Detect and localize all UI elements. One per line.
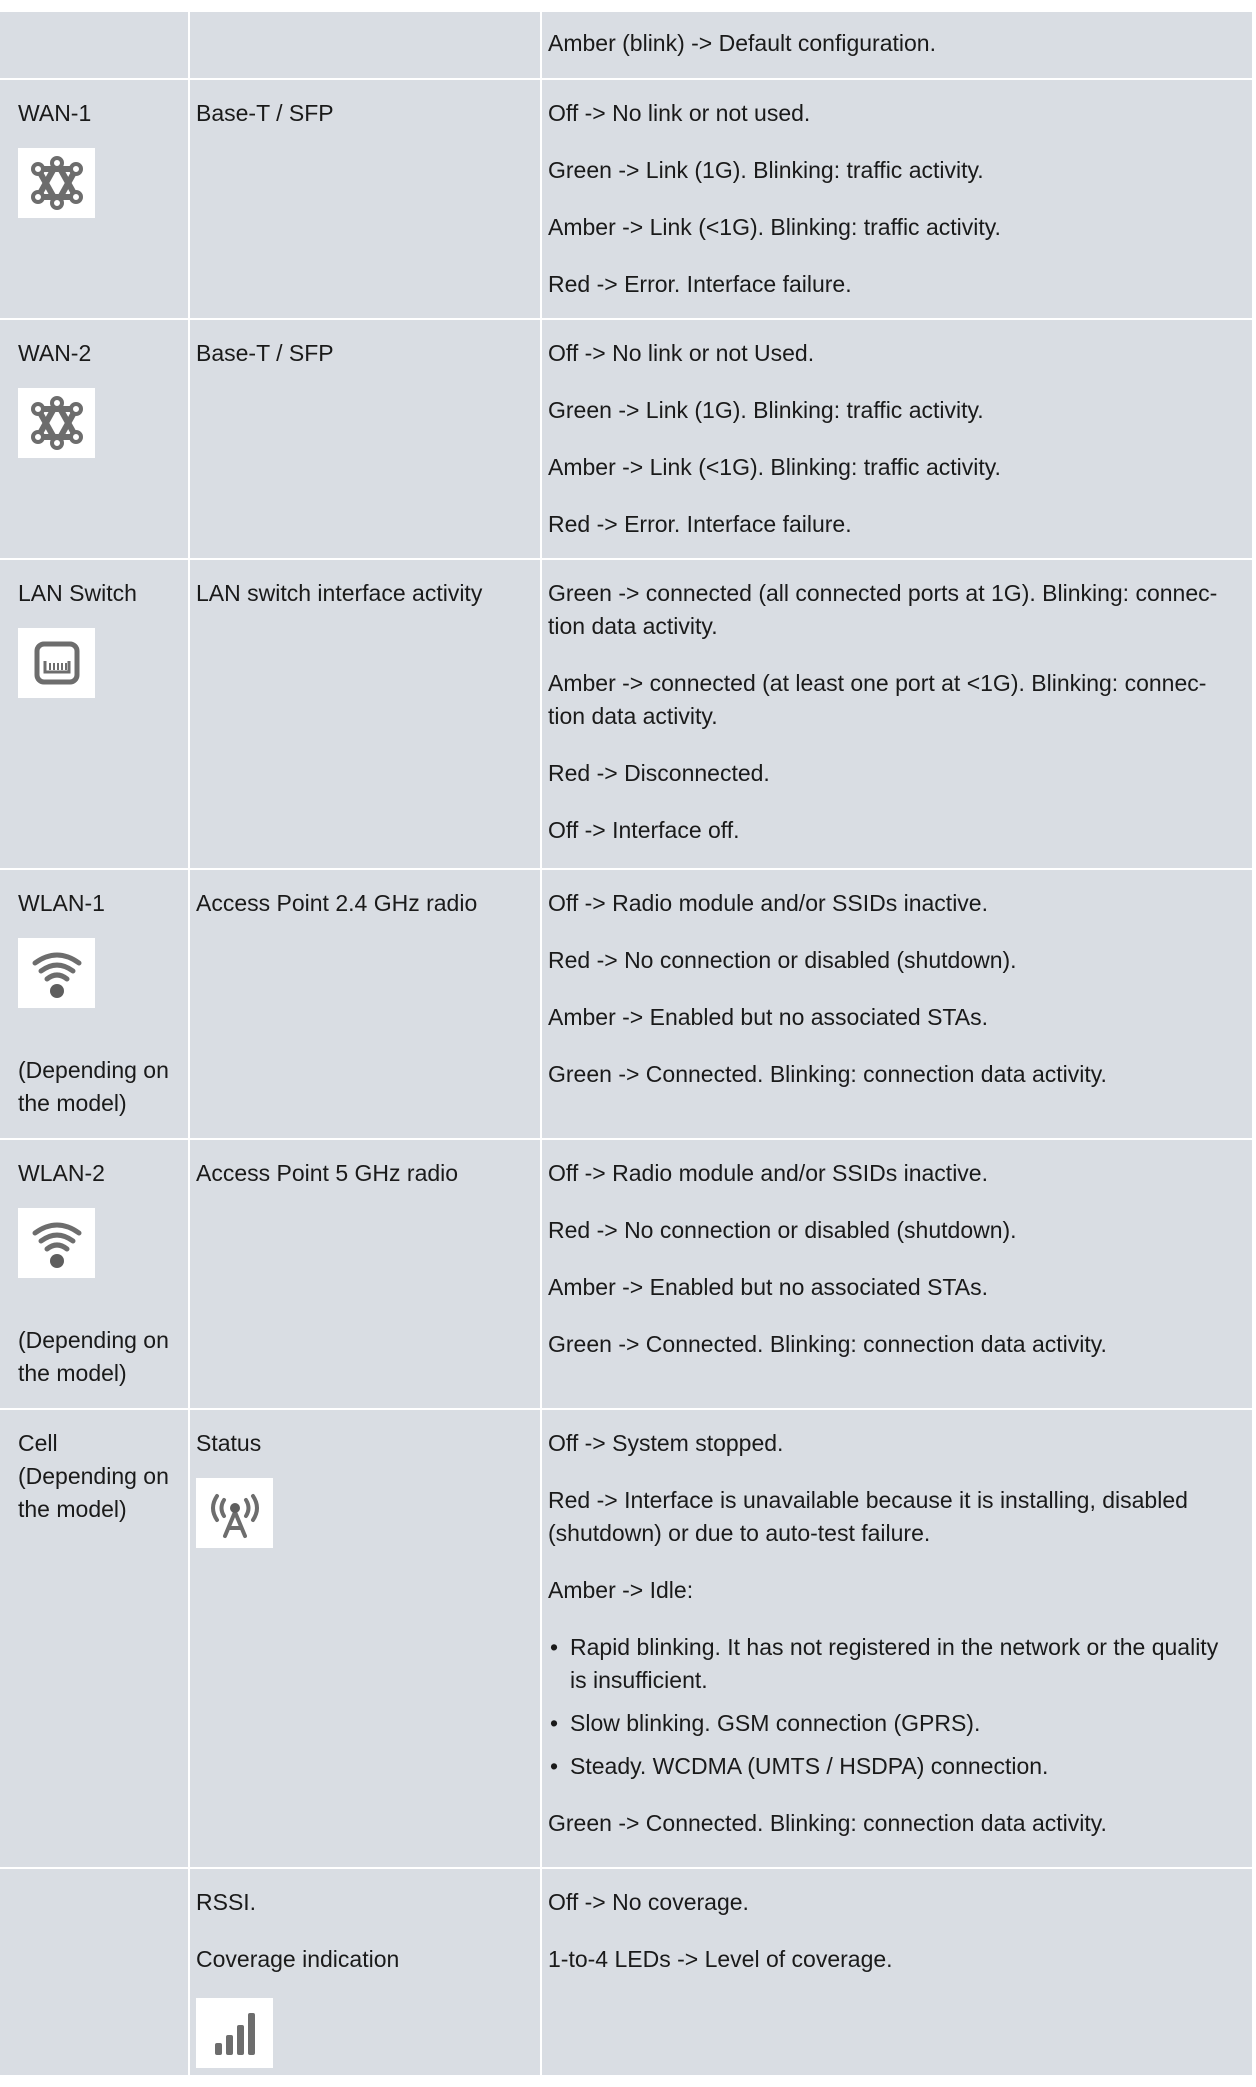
wifi-icon bbox=[18, 1208, 95, 1278]
table-row bbox=[0, 1410, 1252, 1869]
indicator-label: WAN-2 bbox=[18, 340, 92, 366]
wifi-icon bbox=[18, 938, 95, 1008]
cell-indicator bbox=[0, 870, 190, 1138]
cell-status bbox=[542, 870, 1252, 1138]
cell-function bbox=[190, 80, 542, 318]
status-line: Amber -> Link (<1G). Blinking: traffic activity. bbox=[548, 214, 1001, 240]
status-line: Amber (blink) -> Default configuration. bbox=[548, 30, 936, 56]
table-row bbox=[0, 560, 1252, 870]
indicator-label: Cell (Depending on the model) bbox=[18, 1430, 169, 1522]
list-item: • Steady. WCDMA (UMTS / HSDPA) connection. bbox=[548, 1750, 1240, 1783]
cell-function bbox=[190, 1410, 542, 1867]
status-line: Green -> Connected. Blinking: connection data activity. bbox=[548, 1061, 1107, 1087]
status-line: Green -> Connected. Blinking: connection data activity. bbox=[548, 1810, 1107, 1836]
status-line: Red -> Error. Interface failure. bbox=[548, 511, 852, 537]
ethernet-port-icon bbox=[18, 628, 95, 698]
cell-indicator bbox=[0, 1410, 190, 1867]
status-line: Amber -> Enabled but no associated STAs. bbox=[548, 1004, 989, 1030]
cell-status bbox=[542, 80, 1252, 318]
model-note: (Depending on the model) bbox=[18, 1057, 169, 1116]
status-line: Amber -> Enabled but no associated STAs. bbox=[548, 1274, 989, 1300]
cell-status bbox=[542, 1869, 1252, 2075]
status-line: 1-to-4 LEDs -> Level of coverage. bbox=[548, 1946, 893, 1972]
cell-function bbox=[190, 1869, 542, 2075]
function-label: Base-T / SFP bbox=[196, 100, 334, 126]
status-line: Off -> System stopped. bbox=[548, 1430, 784, 1456]
cell-function bbox=[190, 1140, 542, 1408]
indicator-label: WAN-1 bbox=[18, 100, 92, 126]
table-row bbox=[0, 320, 1252, 560]
table-row bbox=[0, 80, 1252, 320]
status-line: Green -> Link (1G). Blinking: traffic activity. bbox=[548, 157, 984, 183]
function-label: LAN switch interface activity bbox=[196, 580, 483, 606]
cell-function bbox=[190, 870, 542, 1138]
status-line: Red -> Error. Interface failure. bbox=[548, 271, 852, 297]
status-line: Red -> No connection or disabled (shutdown). bbox=[548, 1217, 1017, 1243]
network-star-icon bbox=[18, 388, 95, 458]
led-status-table bbox=[0, 12, 1252, 2075]
network-star-icon bbox=[18, 148, 95, 218]
status-line: Green -> connected (all connected ports at 1G). Blinking: connec-tion data activity. bbox=[548, 580, 1218, 639]
status-line: Amber -> Idle: bbox=[548, 1577, 694, 1603]
cell-indicator bbox=[0, 560, 190, 868]
cell-function bbox=[190, 320, 542, 558]
list-item: • Slow blinking. GSM connection (GPRS). bbox=[548, 1707, 1240, 1740]
cell-indicator bbox=[0, 80, 190, 318]
table-row bbox=[0, 12, 1252, 80]
status-line: Off -> Interface off. bbox=[548, 817, 740, 843]
cell-status bbox=[542, 560, 1252, 868]
function-label: Access Point 2.4 GHz radio bbox=[196, 890, 478, 916]
signal-bars-icon bbox=[196, 1998, 273, 2068]
status-line: Red -> Disconnected. bbox=[548, 760, 770, 786]
function-label: Base-T / SFP bbox=[196, 340, 334, 366]
status-line: Red -> Interface is unavailable because it is installing, disabled (shutdown) or due to auto-test failure. bbox=[548, 1487, 1188, 1546]
status-line: Off -> No link or not used. bbox=[548, 100, 811, 126]
idle-modes-list bbox=[548, 1631, 1240, 1783]
table-row bbox=[0, 870, 1252, 1140]
indicator-label: WLAN-1 bbox=[18, 890, 105, 916]
antenna-signal-icon bbox=[196, 1478, 273, 1548]
cell-status bbox=[542, 12, 1252, 78]
cell-status bbox=[542, 1410, 1252, 1867]
model-note: (Depending on the model) bbox=[18, 1327, 169, 1386]
status-line: Amber -> connected (at least one port at <1G). Blinking: connec-tion data activity. bbox=[548, 670, 1207, 729]
cell-indicator bbox=[0, 1869, 190, 2075]
cell-indicator bbox=[0, 12, 190, 78]
function-label: RSSI. bbox=[196, 1889, 257, 1915]
function-label: Access Point 5 GHz radio bbox=[196, 1160, 459, 1186]
status-line: Red -> No connection or disabled (shutdown). bbox=[548, 947, 1017, 973]
cell-indicator bbox=[0, 320, 190, 558]
status-line: Off -> Radio module and/or SSIDs inactive. bbox=[548, 1160, 988, 1186]
status-line: Off -> No coverage. bbox=[548, 1889, 749, 1915]
cell-status bbox=[542, 1140, 1252, 1408]
cell-function bbox=[190, 12, 542, 78]
table-row bbox=[0, 1869, 1252, 2075]
function-label: Coverage indication bbox=[196, 1946, 400, 1972]
indicator-label: LAN Switch bbox=[18, 580, 137, 606]
function-label: Status bbox=[196, 1430, 262, 1456]
list-item: • Rapid blinking. It has not registered in the network or the quality is insufficient. bbox=[548, 1631, 1240, 1697]
cell-status bbox=[542, 320, 1252, 558]
status-line: Green -> Link (1G). Blinking: traffic activity. bbox=[548, 397, 984, 423]
status-line: Amber -> Link (<1G). Blinking: traffic activity. bbox=[548, 454, 1001, 480]
status-line: Green -> Connected. Blinking: connection data activity. bbox=[548, 1331, 1107, 1357]
status-line: Off -> No link or not Used. bbox=[548, 340, 815, 366]
table-row bbox=[0, 1140, 1252, 1410]
indicator-label: WLAN-2 bbox=[18, 1160, 105, 1186]
cell-function bbox=[190, 560, 542, 868]
status-line: Off -> Radio module and/or SSIDs inactive. bbox=[548, 890, 988, 916]
cell-indicator bbox=[0, 1140, 190, 1408]
